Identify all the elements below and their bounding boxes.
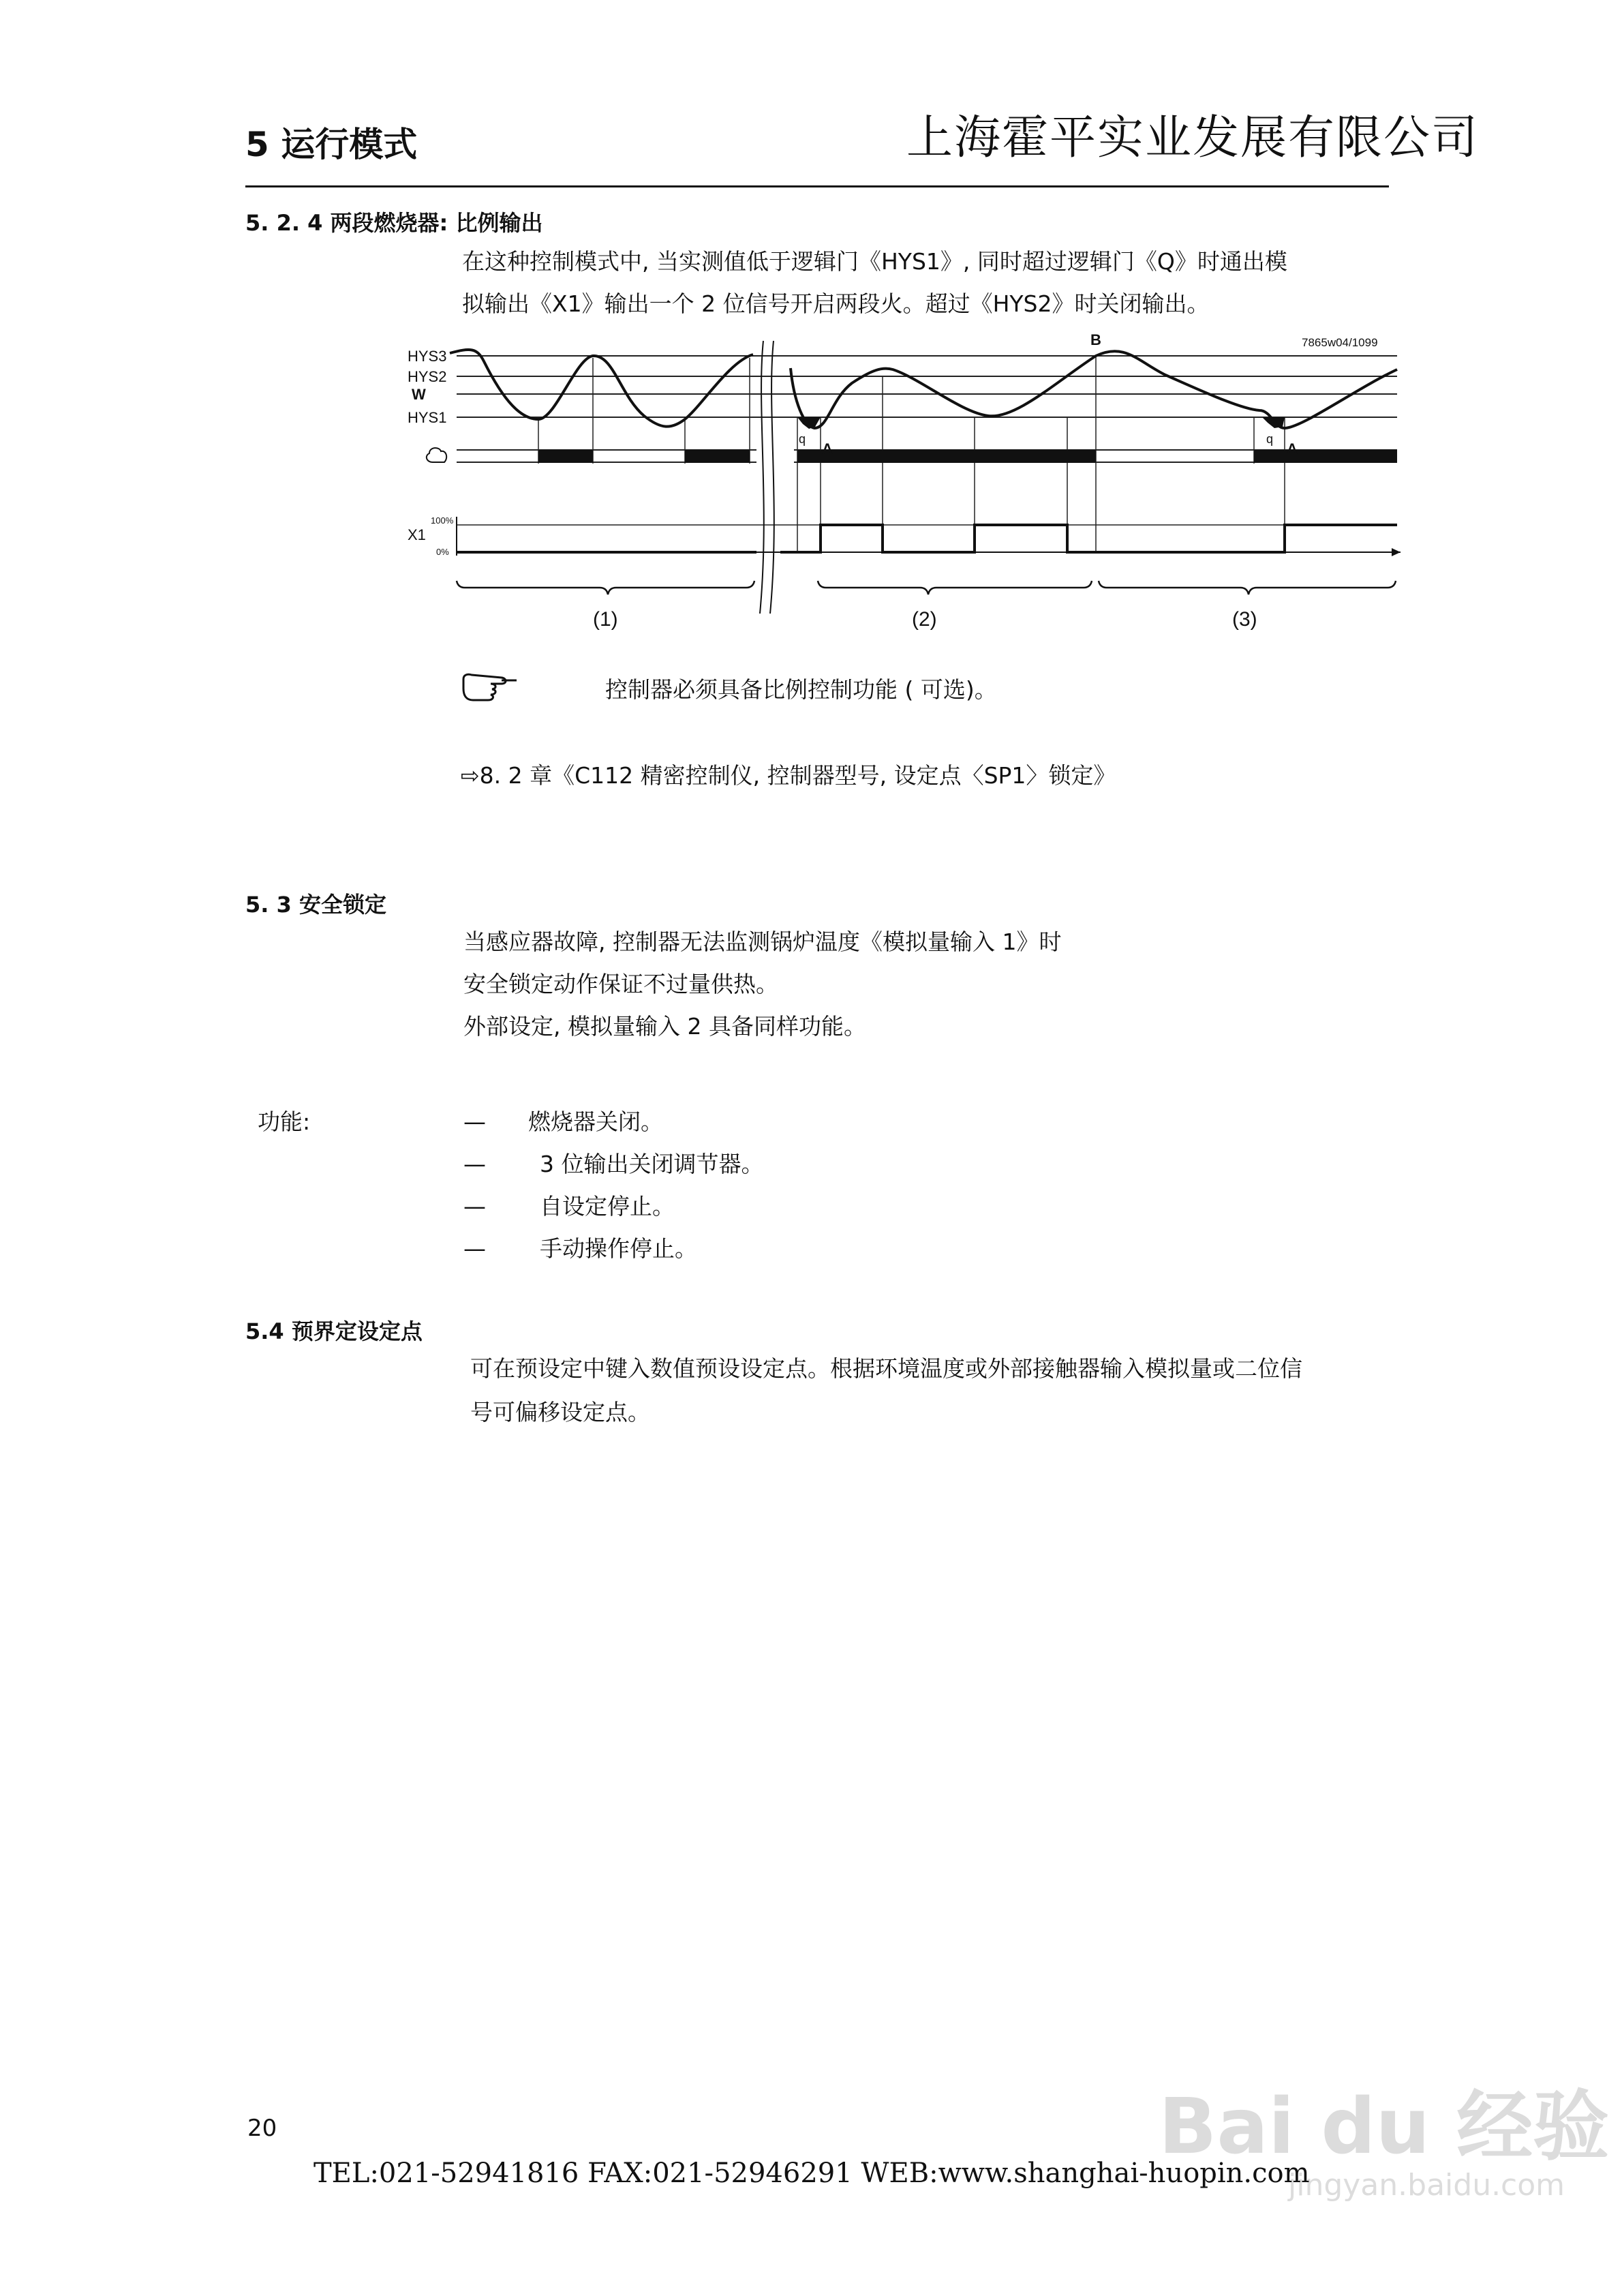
company-name: 上海霍平实业发展有限公司 [906,111,1480,165]
phase-braces [457,581,1396,594]
function-item-text: 燃烧器关闭。 [528,1108,663,1135]
time-axis-arrow [1392,548,1401,556]
point-a-label-3: A [1287,440,1298,457]
dash-bullet: — [463,1151,486,1177]
x1-label: X1 [408,526,426,543]
dash-bullet: — [463,1193,486,1220]
diagram-code: 7865w04/1099 [1302,336,1378,349]
point-a-label-2: A [822,440,833,457]
section-53-line3: 外部设定, 模拟量输入 2 具备同样功能。 [463,1013,866,1040]
section-524-para-line2: 拟输出《X1》输出一个 2 位信号开启两段火。超过《HYS2》时关闭输出。 [462,290,1210,317]
function-item [463,1147,764,1179]
point-b-label: B [1090,331,1101,348]
hys3-label: HYS3 [408,348,447,365]
section-524-para-line1: 在这种控制模式中, 当实测值低于逻辑门《HYS1》, 同时超过逻辑门《Q》时通出模 [462,248,1287,275]
section-54-heading: 5.4 预界定设定点 [245,1318,423,1344]
functions-label: 功能: [258,1108,311,1135]
section-524-heading: 5. 2. 4 两段燃烧器: 比例输出 [245,210,543,236]
note-text: 控制器必须具备比例控制功能 ( 可选)。 [605,676,997,703]
dash-bullet: — [463,1108,486,1135]
hys2-label: HYS2 [408,368,447,385]
x1-output-signal [457,525,1397,552]
flame-icon [427,448,446,462]
phase-3-label: (3) [1232,608,1257,631]
pct-100-label: 100% [431,515,454,526]
cross-reference-link[interactable]: ⇨8. 2 章《C112 精密控制仪, 控制器型号, 设定点〈SP1〉锁定》 [461,762,1116,789]
axis-break [760,341,774,614]
section-54-line2: 号可偏移设定点。 [470,1399,650,1425]
pct-0-label: 0% [436,547,449,557]
section-53-line1: 当感应器故障, 控制器无法监测锅炉温度《模拟量输入 1》时 [463,928,1062,955]
burner-timing-diagram [402,327,1404,654]
phase-1-label: (1) [593,608,618,631]
q-label-3: q [1266,432,1274,446]
dash-bullet: — [463,1235,486,1262]
function-item [463,1189,675,1221]
function-item [463,1104,663,1136]
section-54-line1: 可在预设定中键入数值预设设定点。根据环境温度或外部接触器输入模拟量或二位信 [470,1355,1302,1382]
function-item-text: 3 位输出关闭调节器。 [540,1151,764,1177]
measured-value-curve [450,350,753,427]
function-item-text: 自设定停止。 [540,1193,675,1220]
page-number: 20 [247,2115,277,2142]
pointing-hand-icon [461,672,519,704]
phase-2-label: (2) [912,608,937,631]
header-rule [245,185,1389,187]
threshold-lines [457,356,1397,525]
function-item [463,1231,697,1263]
section-53-heading: 5. 3 安全锁定 [245,892,386,918]
watermark-url: jingyan.baidu.com [1288,2168,1565,2203]
footer-contact: TEL:021-52941816 FAX:021-52946291 WEB:www.shanghai-huopin.com [313,2158,1310,2189]
watermark-brand: Bai du 经验 [1159,2083,1610,2171]
function-item-text: 手动操作停止。 [540,1235,697,1262]
chapter-title: 5 运行模式 [245,125,418,164]
w-label: W [412,386,426,403]
section-53-line2: 安全锁定动作保证不过量供热。 [463,971,778,997]
burner-on-bars [538,450,1397,463]
hys1-label: HYS1 [408,409,447,426]
q-label-2: q [799,432,806,446]
